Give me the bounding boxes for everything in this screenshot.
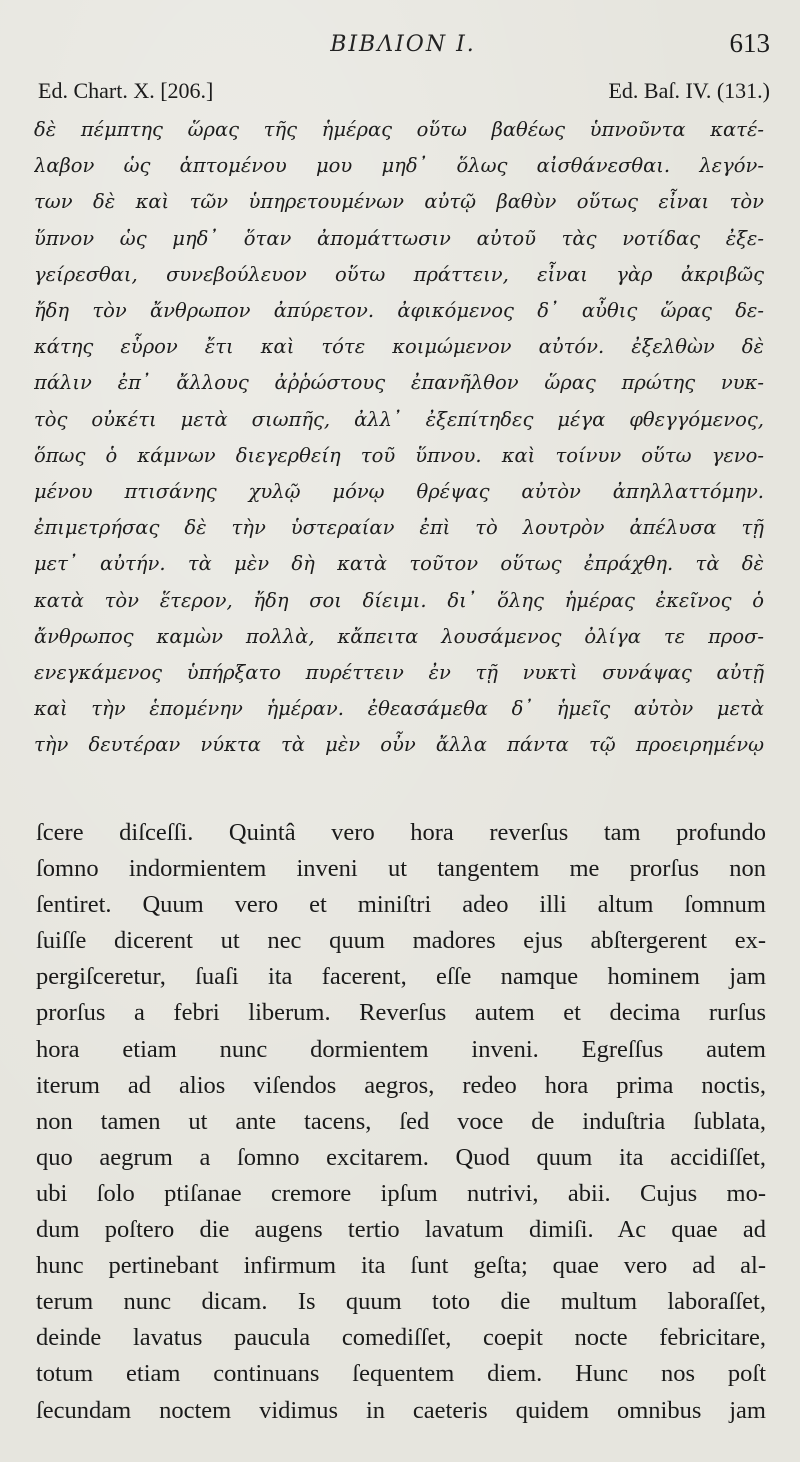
latin-text-line: ſentiret. Quum vero et miniſtri adeo illi altum ſomnum bbox=[36, 891, 766, 919]
latin-text-line: prorſus a febri liberum. Reverſus autem et decima rurſus bbox=[36, 999, 766, 1027]
latin-text-line: ſuiſſe dicerent ut nec quum madores ejus abſtergerent ex- bbox=[36, 927, 766, 955]
greek-text-line: ὅπως ὁ κάμνων διεγερθείη τοῦ ὕπνου. καὶ τοίνυν οὕτω γενο- bbox=[34, 443, 764, 467]
greek-text-line: ενεγκάμενος ὑπήρξατο πυρέττειν ἐν τῇ νυκτὶ συνάψας αὐτῇ bbox=[34, 661, 764, 685]
greek-text-block bbox=[34, 112, 764, 764]
latin-text-line: ſecundam noctem vidimus in caeteris quidem omnibus jam bbox=[36, 1396, 766, 1424]
latin-text-line: non tamen ut ante tacens, ſed voce de induſtria ſublata, bbox=[36, 1107, 766, 1135]
latin-text-line: dum poſtero die augens tertio lavatum dimiſi. Ac quae ad bbox=[36, 1216, 766, 1244]
latin-text-line: hora etiam nunc dormientem inveni. Egreſſus autem bbox=[36, 1035, 766, 1063]
latin-text-line: ubi ſolo ptiſanae cremore ipſum nutrivi, abii. Cujus mo- bbox=[36, 1179, 766, 1207]
latin-text-line: ſcere diſceſſi. Quintâ vero hora reverſus tam profundo bbox=[36, 819, 766, 846]
greek-text-line: ὕπνον ὡς μηδ᾽ ὅταν ἀπομάττωσιν αὐτοῦ τὰς νοτίδας ἐξε- bbox=[34, 226, 764, 250]
latin-text-block bbox=[36, 815, 766, 1429]
latin-text-line: pergiſceretur, ſuaſi ita facerent, eſſe namque hominem jam bbox=[36, 963, 766, 991]
greek-text-line: ἤδη τὸν ἄνθρωπον ἀπύρετον. ἀφικόμενος δ᾽ αὖθις ὥρας δε- bbox=[34, 299, 764, 323]
greek-text-line: ἐπιμετρήσας δὲ τὴν ὑστεραίαν ἐπὶ τὸ λουτρὸν ἀπέλυσα τῇ bbox=[34, 516, 764, 540]
greek-text-line: ἄνθρωπος καμὼν πολλὰ, κἄπειτα λουσάμενος ὀλίγα τε προσ- bbox=[34, 624, 764, 648]
running-head bbox=[36, 28, 770, 64]
edition-basel-reference: Ed. Baſ. IV. (131.) bbox=[608, 78, 770, 103]
latin-text-line: ſomno indormientem inveni ut tangentem me prorſus non bbox=[36, 855, 766, 883]
greek-text-line: κάτης εὗρον ἔτι καὶ τότε κοιμώμενον αὐτόν. ἐξελθὼν δὲ bbox=[34, 335, 764, 359]
running-title: BIBΛION I. bbox=[330, 32, 476, 57]
greek-text-line: καὶ τὴν ἑπομένην ἡμέραν. ἐθεασάμεθα δ᾽ ἡμεῖς αὐτὸν μετὰ bbox=[34, 697, 764, 721]
latin-text-line: totum etiam continuans ſequentem diem. Hunc nos poſt bbox=[36, 1360, 766, 1388]
edition-references bbox=[38, 78, 770, 110]
greek-text-line: δὲ πέμπτης ὥρας τῆς ἡμέρας οὕτω βαθέως ὑπνοῦντα κατέ- bbox=[34, 118, 764, 141]
latin-text-line: terum nunc dicam. Is quum toto die multum laboraſſet, bbox=[36, 1288, 766, 1316]
greek-text-line: των δὲ καὶ τῶν ὑπηρετουμένων αὐτῷ βαθὺν οὕτως εἶναι τὸν bbox=[34, 190, 764, 214]
latin-text-line: iterum ad alios viſendos aegros, redeo hora prima noctis, bbox=[36, 1071, 766, 1099]
greek-text-line: πάλιν ἐπ᾽ ἄλλους ἀῤῥώστους ἐπανῆλθον ὥρας πρώτης νυκ- bbox=[34, 371, 764, 395]
latin-text-line: hunc pertinebant infirmum ita ſunt geſta; quae vero ad al- bbox=[36, 1252, 766, 1280]
greek-text-line: λαβον ὡς ἁπτομένου μου μηδ᾽ ὅλως αἰσθάνεσθαι. λεγόν- bbox=[34, 154, 764, 178]
greek-text-line: τὸς οὐκέτι μετὰ σιωπῆς, ἀλλ᾽ ἐξεπίτηδες μέγα φθεγγόμενος, bbox=[34, 407, 764, 431]
greek-text-line: μένου πτισάνης χυλῷ μόνῳ θρέψας αὐτὸν ἀπηλλαττόμην. bbox=[34, 480, 764, 504]
edition-chartier-reference: Ed. Chart. X. [206.] bbox=[38, 78, 214, 103]
greek-text-line: κατὰ τὸν ἕτερον, ἤδη σοι δίειμι. δι᾽ ὅλης ἡμέρας ἐκεῖνος ὁ bbox=[34, 588, 764, 612]
greek-text-line: τὴν δευτέραν νύκτα τὰ μὲν οὖν ἄλλα πάντα τῷ προειρημένῳ bbox=[34, 733, 764, 757]
greek-text-line: μετ᾽ αὐτήν. τὰ μὲν δὴ κατὰ τοῦτον οὕτως ἐπράχθη. τὰ δὲ bbox=[34, 552, 764, 576]
latin-text-line: quo aegrum a ſomno excitarem. Quod quum ita accidiſſet, bbox=[36, 1143, 766, 1171]
latin-text-line: deinde lavatus paucula comediſſet, coepit nocte febricitare, bbox=[36, 1324, 766, 1352]
greek-text-line: γείρεσθαι, συνεβούλευον οὕτω πράττειν, εἶναι γὰρ ἀκριβῶς bbox=[34, 262, 764, 286]
page-number: 613 bbox=[729, 28, 770, 58]
